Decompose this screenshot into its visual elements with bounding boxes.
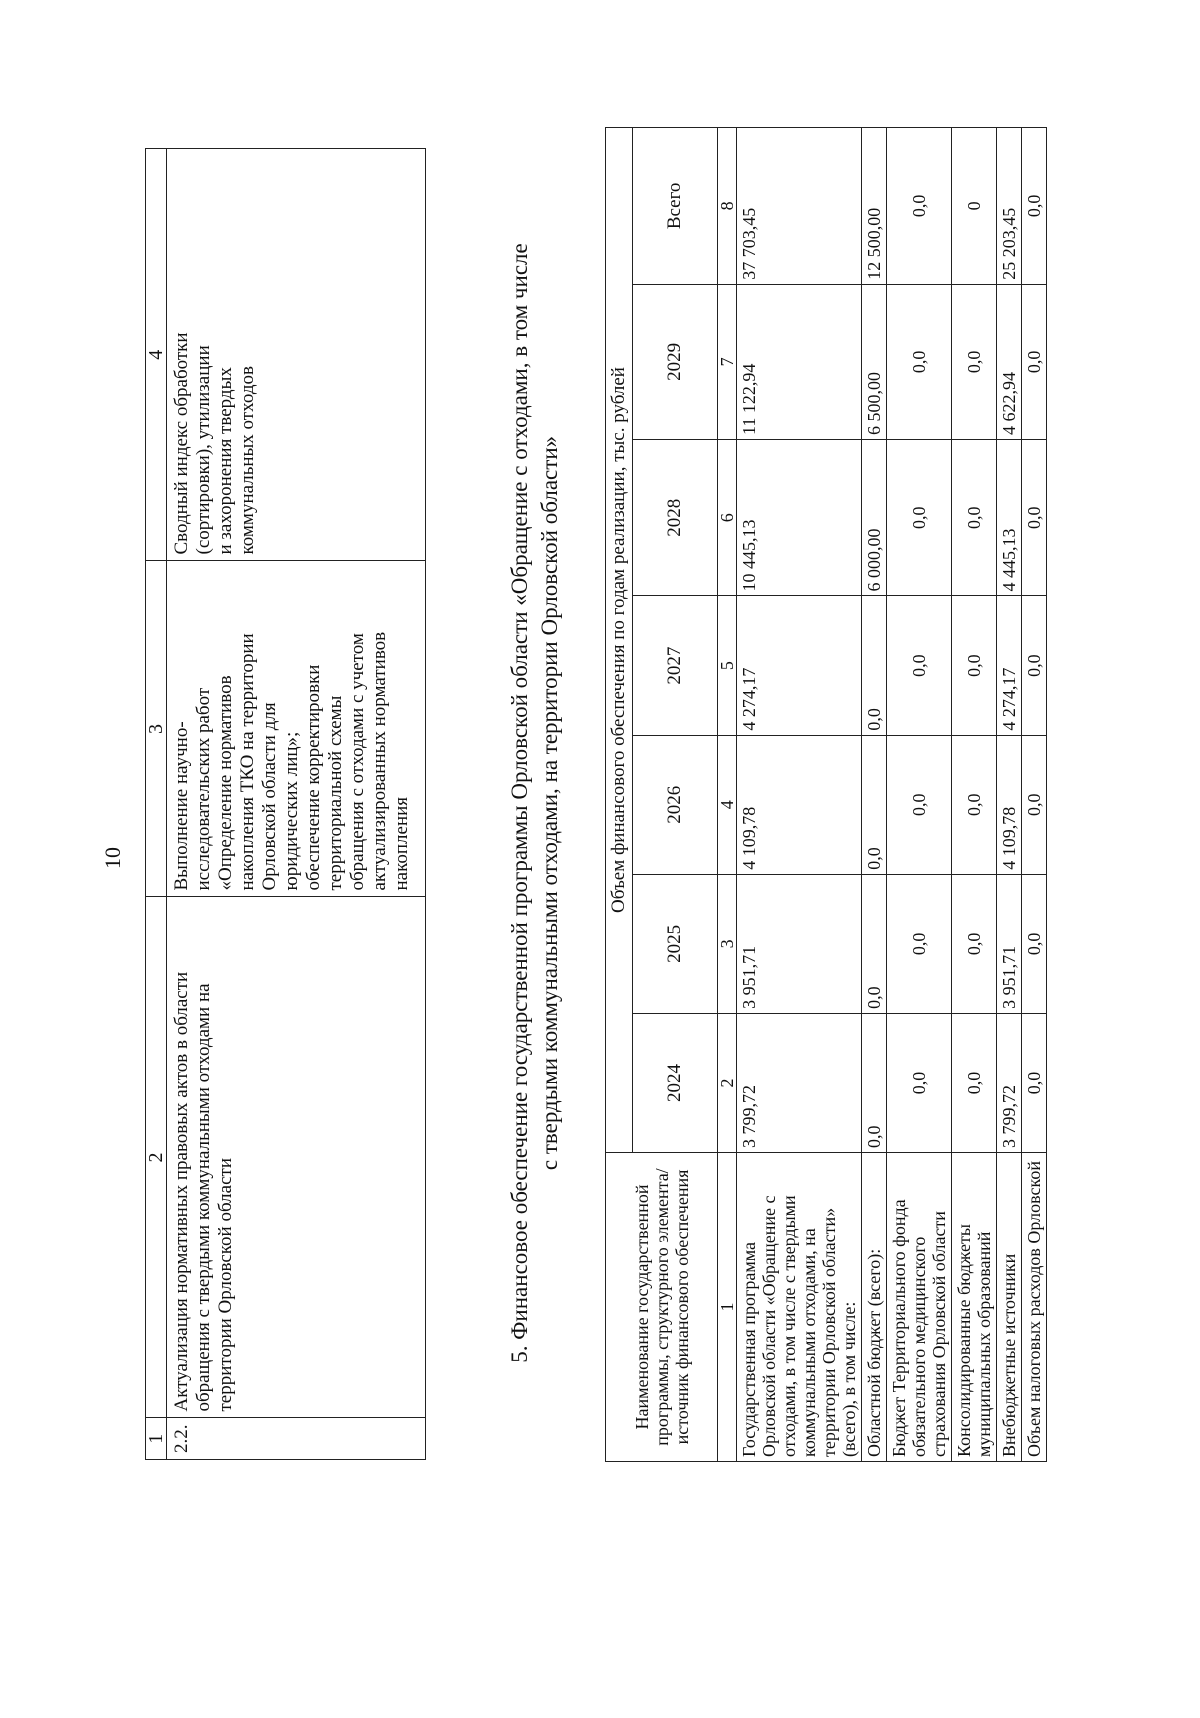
text-line: «Определение нормативов xyxy=(215,675,236,891)
value-cell: 0,0 xyxy=(1022,735,1047,874)
page-number: 10 xyxy=(100,847,125,869)
header-cell: 1 xyxy=(146,1418,167,1460)
column-number-row xyxy=(718,128,737,1462)
column-number: 6 xyxy=(718,439,737,596)
value-cell: 4 445,13 xyxy=(997,439,1022,596)
value-cell: 3 951,71 xyxy=(737,874,862,1013)
header-cell: 4 xyxy=(146,149,167,562)
section-title-line: с твердыми коммунальными отходами, на территории Орловской области» xyxy=(537,435,562,1171)
value-cell: 0,0 xyxy=(1022,1013,1047,1152)
year-cell: 2028 xyxy=(633,439,718,596)
value-cell: 0,0 xyxy=(1022,128,1047,285)
indicator-description xyxy=(167,149,426,562)
value-cell: 0,0 xyxy=(1022,874,1047,1013)
value-cell: 0,0 xyxy=(1022,596,1047,735)
column-number: 1 xyxy=(718,1153,737,1462)
value-cell: 0,0 xyxy=(952,735,997,874)
year-cell: 2027 xyxy=(633,596,718,735)
value-cell: 3 951,71 xyxy=(997,874,1022,1013)
row-label: Государственная программа Орловской области «Обращение с отходами, в том числе с твердыми коммунальными отходами, на территории Орловской области» (всего), в том числе: xyxy=(737,1153,862,1462)
value-cell: 0,0 xyxy=(952,596,997,735)
value-cell: 0,0 xyxy=(952,1013,997,1152)
row-label: Внебюджетные источники xyxy=(997,1153,1022,1462)
value-cell: 3 799,72 xyxy=(737,1013,862,1152)
value-cell: 0 xyxy=(952,128,997,285)
value-cell: 0,0 xyxy=(862,1013,887,1152)
activity-description xyxy=(167,561,426,897)
value-cell: 0,0 xyxy=(862,735,887,874)
value-cell: 0,0 xyxy=(887,284,952,439)
value-cell: 0,0 xyxy=(887,735,952,874)
table-row xyxy=(952,128,997,1462)
value-cell: 4 274,17 xyxy=(997,596,1022,735)
value-cell: 0,0 xyxy=(952,874,997,1013)
activity-name: Актуализация нормативных правовых актов в области обращения с твердыми коммунальными отходами на территории Орловской области xyxy=(167,897,426,1418)
header-name-cell: Наименование государственной программы, структурного элемента/источник финансового обеспечения xyxy=(606,1153,718,1462)
year-cell: 2026 xyxy=(633,735,718,874)
value-cell: 4 109,78 xyxy=(737,735,862,874)
row-label: Бюджет Территориального фонда обязательного медицинского страхования Орловской области xyxy=(887,1153,952,1462)
table-row xyxy=(167,149,426,1460)
text-line: обращения с отходами с учетом xyxy=(347,633,368,891)
activities-table xyxy=(145,148,426,1460)
table-row xyxy=(997,128,1022,1462)
financing-table xyxy=(605,127,1047,1462)
value-cell: 10 445,13 xyxy=(737,439,862,596)
value-cell: 4 109,78 xyxy=(997,735,1022,874)
column-number: 4 xyxy=(718,735,737,874)
year-cell: 2024 xyxy=(633,1013,718,1152)
header-volume-cell: Объем финансового обеспечения по годам реализации, тыс. рублей xyxy=(606,128,633,1153)
text-line: (сортировки), утилизации xyxy=(193,345,214,555)
table-header-row xyxy=(146,149,167,1460)
row-label: Консолидированные бюджеты муниципальных образований xyxy=(952,1153,997,1462)
value-cell: 0,0 xyxy=(887,596,952,735)
value-cell: 25 203,45 xyxy=(997,128,1022,285)
column-number: 5 xyxy=(718,596,737,735)
value-cell: 12 500,00 xyxy=(862,128,887,285)
value-cell: 0,0 xyxy=(952,439,997,596)
value-cell: 4 274,17 xyxy=(737,596,862,735)
value-cell: 0,0 xyxy=(1022,284,1047,439)
table-row xyxy=(737,128,862,1462)
column-number: 3 xyxy=(718,874,737,1013)
section-title-line: 5. Финансовое обеспечение государственной программы Орловской области «Обращение с отходами, в том числе xyxy=(507,243,532,1363)
text-line: юридических лиц»; xyxy=(281,731,302,891)
text-line: Сводный индекс обработки xyxy=(171,332,192,555)
text-line: актуализированных нормативов xyxy=(369,631,390,891)
value-cell: 0,0 xyxy=(952,284,997,439)
header-cell: 3 xyxy=(146,561,167,897)
column-number: 2 xyxy=(718,1013,737,1152)
value-cell: 6 500,00 xyxy=(862,284,887,439)
table-row xyxy=(862,128,887,1462)
section-title xyxy=(505,133,565,1473)
value-cell: 37 703,45 xyxy=(737,128,862,285)
table-row xyxy=(1022,128,1047,1462)
row-label: Областной бюджет (всего): xyxy=(862,1153,887,1462)
table-row xyxy=(887,128,952,1462)
value-cell: 0,0 xyxy=(887,1013,952,1152)
value-cell: 0,0 xyxy=(887,128,952,285)
text-line: Выполнение научно- xyxy=(171,721,192,891)
value-cell: 0,0 xyxy=(1022,439,1047,596)
value-cell: 0,0 xyxy=(887,874,952,1013)
year-cell: 2029 xyxy=(633,284,718,439)
value-cell: 0,0 xyxy=(887,439,952,596)
value-cell: 6 000,00 xyxy=(862,439,887,596)
row-number: 2.2. xyxy=(167,1418,426,1460)
text-line: территориальной схемы xyxy=(325,695,346,891)
text-line: накопления ТКО на территории xyxy=(237,633,258,891)
year-cell: 2025 xyxy=(633,874,718,1013)
value-cell: 0,0 xyxy=(862,596,887,735)
column-number: 8 xyxy=(718,128,737,285)
header-cell: 2 xyxy=(146,897,167,1418)
value-cell: 11 122,94 xyxy=(737,284,862,439)
year-cell: Всего xyxy=(633,128,718,285)
text-line: и захоронения твердых xyxy=(215,367,236,555)
value-cell: 4 622,94 xyxy=(997,284,1022,439)
text-line: коммунальных отходов xyxy=(237,366,258,555)
text-line: накопления xyxy=(391,796,412,891)
column-number: 7 xyxy=(718,284,737,439)
value-cell: 3 799,72 xyxy=(997,1013,1022,1152)
value-cell: 0,0 xyxy=(862,874,887,1013)
text-line: обеспечение корректировки xyxy=(303,664,324,891)
row-label: Объем налоговых расходов Орловской xyxy=(1022,1153,1047,1462)
text-line: исследовательских работ xyxy=(193,687,214,891)
text-line: Орловской области для xyxy=(259,702,280,891)
